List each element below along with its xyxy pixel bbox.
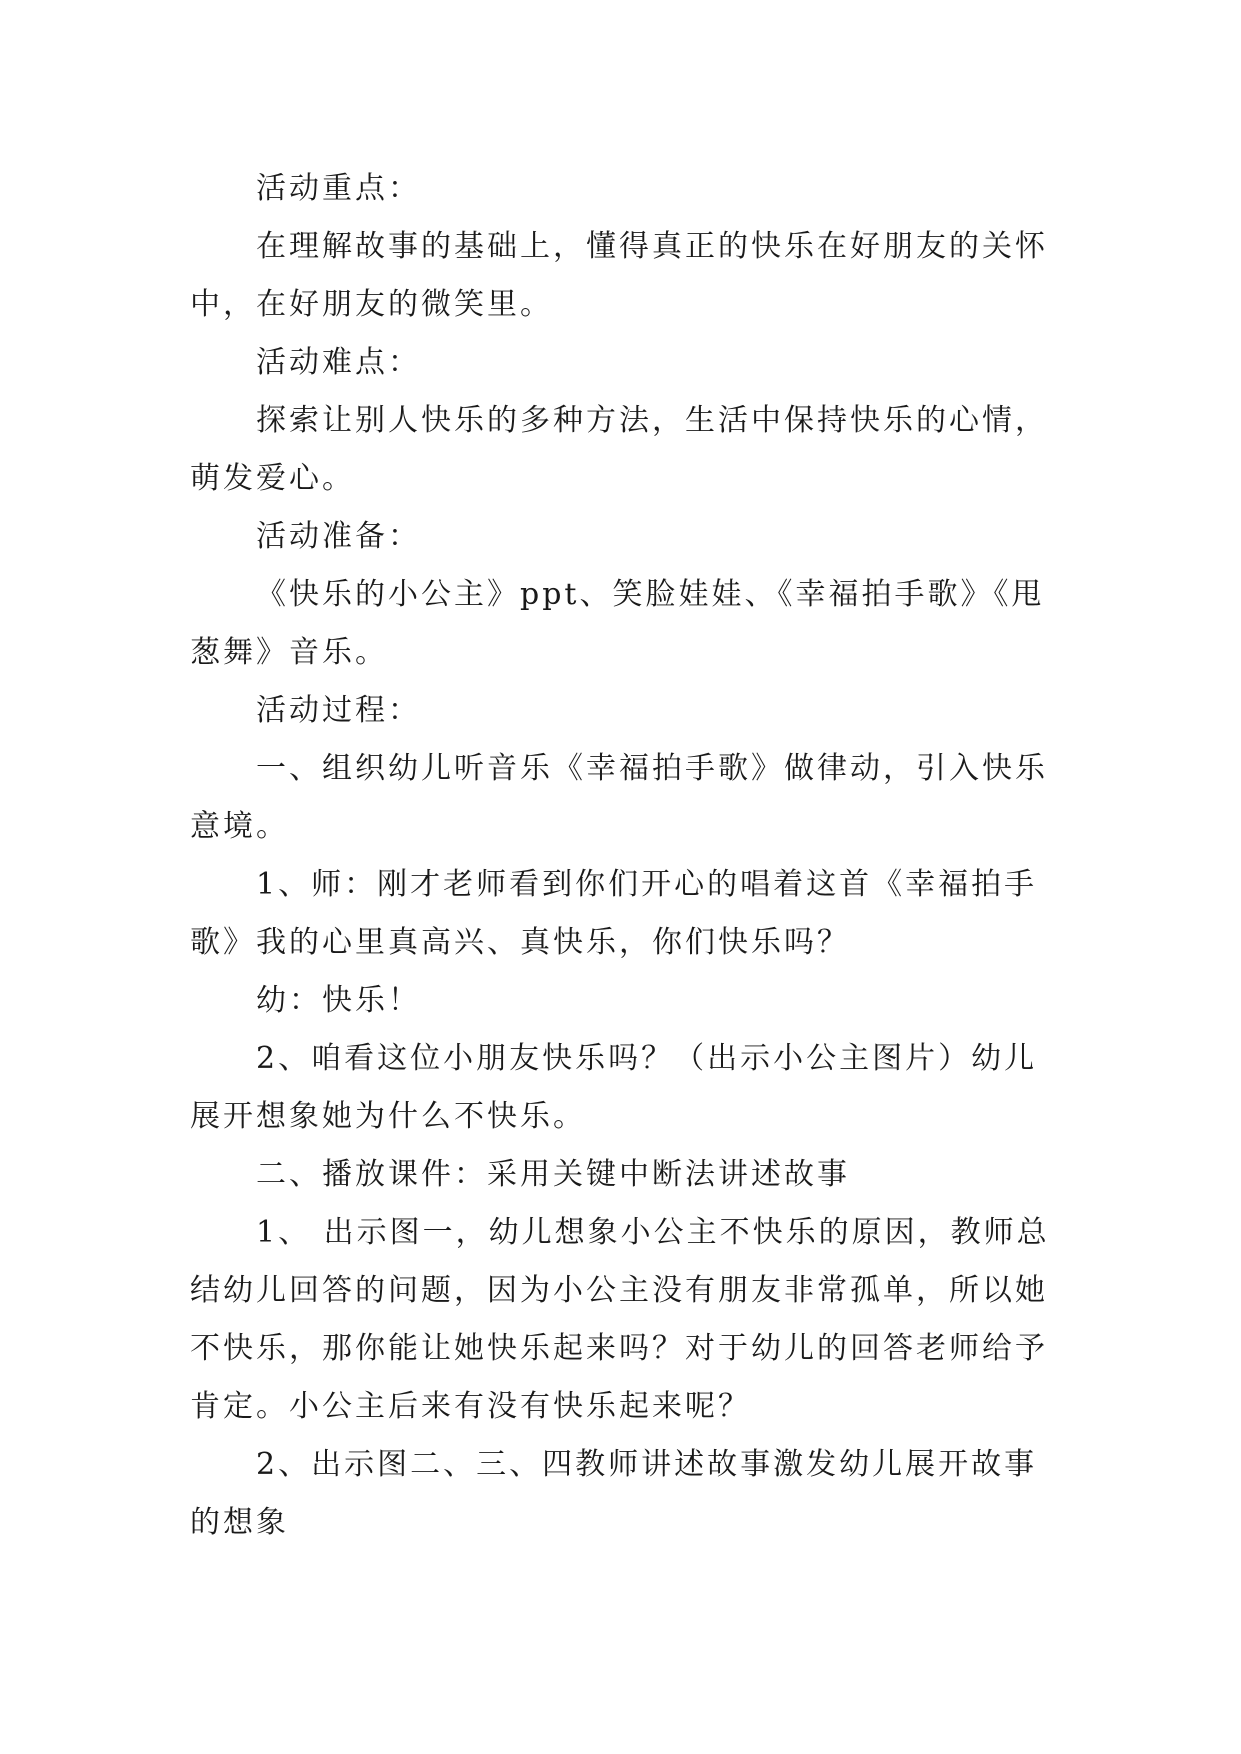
process-step-2-2: 2、出示图二、三、四教师讲述故事激发幼儿展开故事的想象 [190,1447,1038,1540]
preparation-text: 《快乐的小公主》ppt、笑脸娃娃、《幸福拍手歌》《甩葱舞》音乐。 [190,577,1045,670]
difficulties-text: 探索让别人快乐的多种方法，生活中保持快乐的心情，萌发爱心。 [190,403,1048,496]
document-body [190,160,1050,1552]
process-step-1-2: 2、咱看这位小朋友快乐吗？（出示小公主图片）幼儿展开想象她为什么不快乐。 [190,1041,1038,1134]
process-step-2-1: 1、 出示图一，幼儿想象小公主不快乐的原因，教师总结幼儿回答的问题，因为小公主没有朋友非常孤单，所以她不快乐，那你能让她快乐起来吗？对于幼儿的回答老师给予肯定。小公主后来有没有快乐起来呢？ [190,1215,1050,1424]
children-reply: 幼：快乐！ [256,983,421,1018]
process-step-1-1: 1、师：刚才老师看到你们开心的唱着这首《幸福拍手歌》我的心里真高兴、真快乐，你们快乐吗？ [190,867,1038,960]
process-step-1: 一、组织幼儿听音乐《幸福拍手歌》做律动，引入快乐意境。 [190,751,1048,844]
key-points-text: 在理解故事的基础上，懂得真正的快乐在好朋友的关怀中，在好朋友的微笑里。 [190,229,1048,322]
heading-process: 活动过程： [256,693,421,728]
heading-difficulties: 活动难点： [256,345,421,380]
heading-preparation: 活动准备： [256,519,421,554]
heading-key-points: 活动重点： [256,171,421,206]
process-step-2: 二、播放课件：采用关键中断法讲述故事 [256,1157,850,1192]
